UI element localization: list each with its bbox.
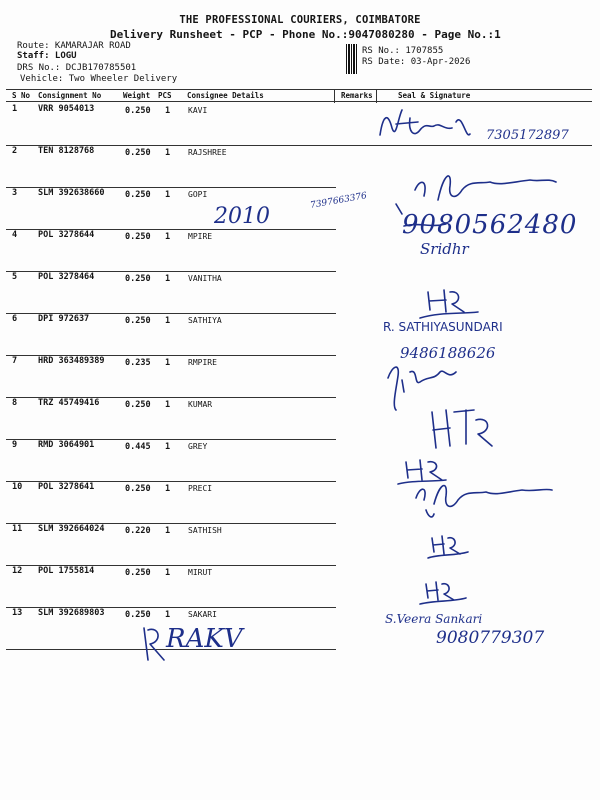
handwritten-phone-r13: 9080779307 [436, 628, 545, 648]
row-sno: 10 [12, 482, 23, 492]
row-sno: 9 [12, 440, 18, 450]
handwritten-phone-r6: 9486188626 [400, 344, 496, 362]
row-pcs: 1 [165, 274, 171, 284]
col-sno: S No [12, 91, 31, 100]
row-consignment: RMD 3064901 [38, 440, 95, 450]
row-consignee: SAKARI [188, 610, 217, 619]
row-consignee: SATHIYA [188, 316, 222, 325]
row-pcs: 1 [165, 568, 171, 578]
table-row [0, 146, 600, 186]
row-pcs: 1 [165, 400, 171, 410]
row-pcs: 1 [165, 610, 171, 620]
row-rule [6, 271, 336, 272]
remarks-divider [334, 89, 335, 103]
row-sno: 8 [12, 398, 18, 408]
row-rule [6, 355, 336, 356]
row-pcs: 1 [165, 358, 171, 368]
row-weight: 0.250 [125, 610, 151, 620]
row-consignment: HRD 363489389 [38, 356, 105, 366]
row-rule [6, 229, 336, 230]
row-pcs: 1 [165, 526, 171, 536]
row-weight: 0.220 [125, 526, 151, 536]
row-weight: 0.445 [125, 442, 151, 452]
row-rule [6, 187, 336, 188]
row-rule [6, 607, 336, 608]
table-row [0, 566, 600, 606]
handwritten-phone-r3: 7397663376 [309, 191, 368, 211]
handwritten-phone-r4: 9080562480 [402, 210, 578, 240]
row-pcs: 1 [165, 316, 171, 326]
rs-number: RS No.: 1707855 [362, 46, 444, 56]
runsheet-subtitle: Delivery Runsheet - PCP - Phone No.:9047080280 - Page No.:1 [110, 28, 501, 41]
row-pcs: 1 [165, 148, 171, 158]
col-weight: Weight [123, 91, 151, 100]
row-consignment: SLM 392664024 [38, 524, 105, 534]
vehicle-label: Vehicle: Two Wheeler Delivery [20, 74, 178, 84]
row-weight: 0.250 [125, 106, 151, 116]
handwritten-name-r13: S.Veera Sankari [385, 612, 483, 626]
row-consignee: KUMAR [188, 400, 213, 409]
col-seal: Seal & Signature [398, 91, 471, 100]
row-consignee: VANITHA [188, 274, 222, 283]
row-consignee: SATHISH [188, 526, 222, 535]
handwritten-name-r6: R. SATHIYASUNDARI [383, 320, 503, 334]
row-sno: 6 [12, 314, 18, 324]
row-weight: 0.250 [125, 568, 151, 578]
row-sno: 1 [12, 104, 18, 114]
table-row [0, 482, 600, 522]
row-consignment: SLM 392638660 [38, 188, 105, 198]
row-sno: 2 [12, 146, 18, 156]
rs-date: RS Date: 03-Apr-2026 [362, 57, 471, 67]
table-row [0, 524, 600, 564]
barcode [346, 44, 358, 74]
row-rule [6, 481, 336, 482]
table-row [0, 398, 600, 438]
row-sno: 7 [12, 356, 18, 366]
row-rule [6, 397, 336, 398]
col-consignee: Consignee Details [187, 91, 264, 100]
table-row [0, 314, 600, 354]
row-pcs: 1 [165, 484, 171, 494]
row-consignee: RAJSHREE [188, 148, 227, 157]
row-weight: 0.250 [125, 316, 151, 326]
row-consignee: GREY [188, 442, 208, 451]
row-consignee: GOPI [188, 190, 208, 199]
table-row [0, 356, 600, 396]
row-weight: 0.250 [125, 232, 151, 242]
company-title: THE PROFESSIONAL COURIERS, COIMBATORE [179, 14, 421, 26]
col-pcs: PCS [158, 91, 172, 100]
table-row [0, 272, 600, 312]
row-consignee: MIRUT [188, 568, 213, 577]
row-consignment: POL 3278464 [38, 272, 95, 282]
row-rule [6, 523, 336, 524]
row-consignment: POL 3278644 [38, 230, 95, 240]
row-rule [6, 313, 336, 314]
row-consignment: SLM 392689803 [38, 608, 105, 618]
row-sno: 3 [12, 188, 18, 198]
row-consignee: MPIRE [188, 232, 213, 241]
handwritten-note-r13: RAKV [166, 624, 243, 654]
row-sno: 5 [12, 272, 18, 282]
row-consignment: POL 1755814 [38, 566, 95, 576]
row-sno: 13 [12, 608, 23, 618]
row-consignment: POL 3278641 [38, 482, 95, 492]
row-consignee: RMPIRE [188, 358, 217, 367]
row-consignment: TEN 8128768 [38, 146, 95, 156]
row-pcs: 1 [165, 232, 171, 242]
handwritten-note-r3: 2010 [214, 204, 270, 229]
row-pcs: 1 [165, 190, 171, 200]
row-sno: 4 [12, 230, 18, 240]
row-pcs: 1 [165, 442, 171, 452]
handwritten-name-r4: Sridhr [420, 240, 469, 258]
row-consignment: DPI 972637 [38, 314, 90, 324]
row-weight: 0.250 [125, 274, 151, 284]
row-sno: 11 [12, 524, 23, 534]
staff-label: Staff: LOGU [17, 51, 77, 61]
row-consignee: KAVI [188, 106, 208, 115]
row-consignee: PRECI [188, 484, 213, 493]
table-row [0, 440, 600, 480]
drs-number: DRS No.: DCJB170785501 [17, 63, 137, 73]
col-consignment: Consignment No [38, 91, 102, 100]
row-rule [6, 439, 336, 440]
row-sno: 12 [12, 566, 23, 576]
row-pcs: 1 [165, 106, 171, 116]
row-weight: 0.250 [125, 484, 151, 494]
table-header-rule [6, 101, 592, 102]
row-weight: 0.235 [125, 358, 151, 368]
row-rule [6, 565, 336, 566]
seal-divider [376, 89, 377, 103]
row-consignment: TRZ 45749416 [38, 398, 100, 408]
row-weight: 0.250 [125, 400, 151, 410]
table-top-rule [6, 89, 592, 90]
row-rule [6, 145, 592, 146]
handwritten-phone-r1: 7305172897 [486, 128, 569, 143]
row-consignment: VRR 9054013 [38, 104, 95, 114]
route-label: Route: KAMARAJAR ROAD [17, 41, 131, 51]
row-weight: 0.250 [125, 148, 151, 158]
col-remarks: Remarks [341, 91, 373, 100]
row-weight: 0.250 [125, 190, 151, 200]
